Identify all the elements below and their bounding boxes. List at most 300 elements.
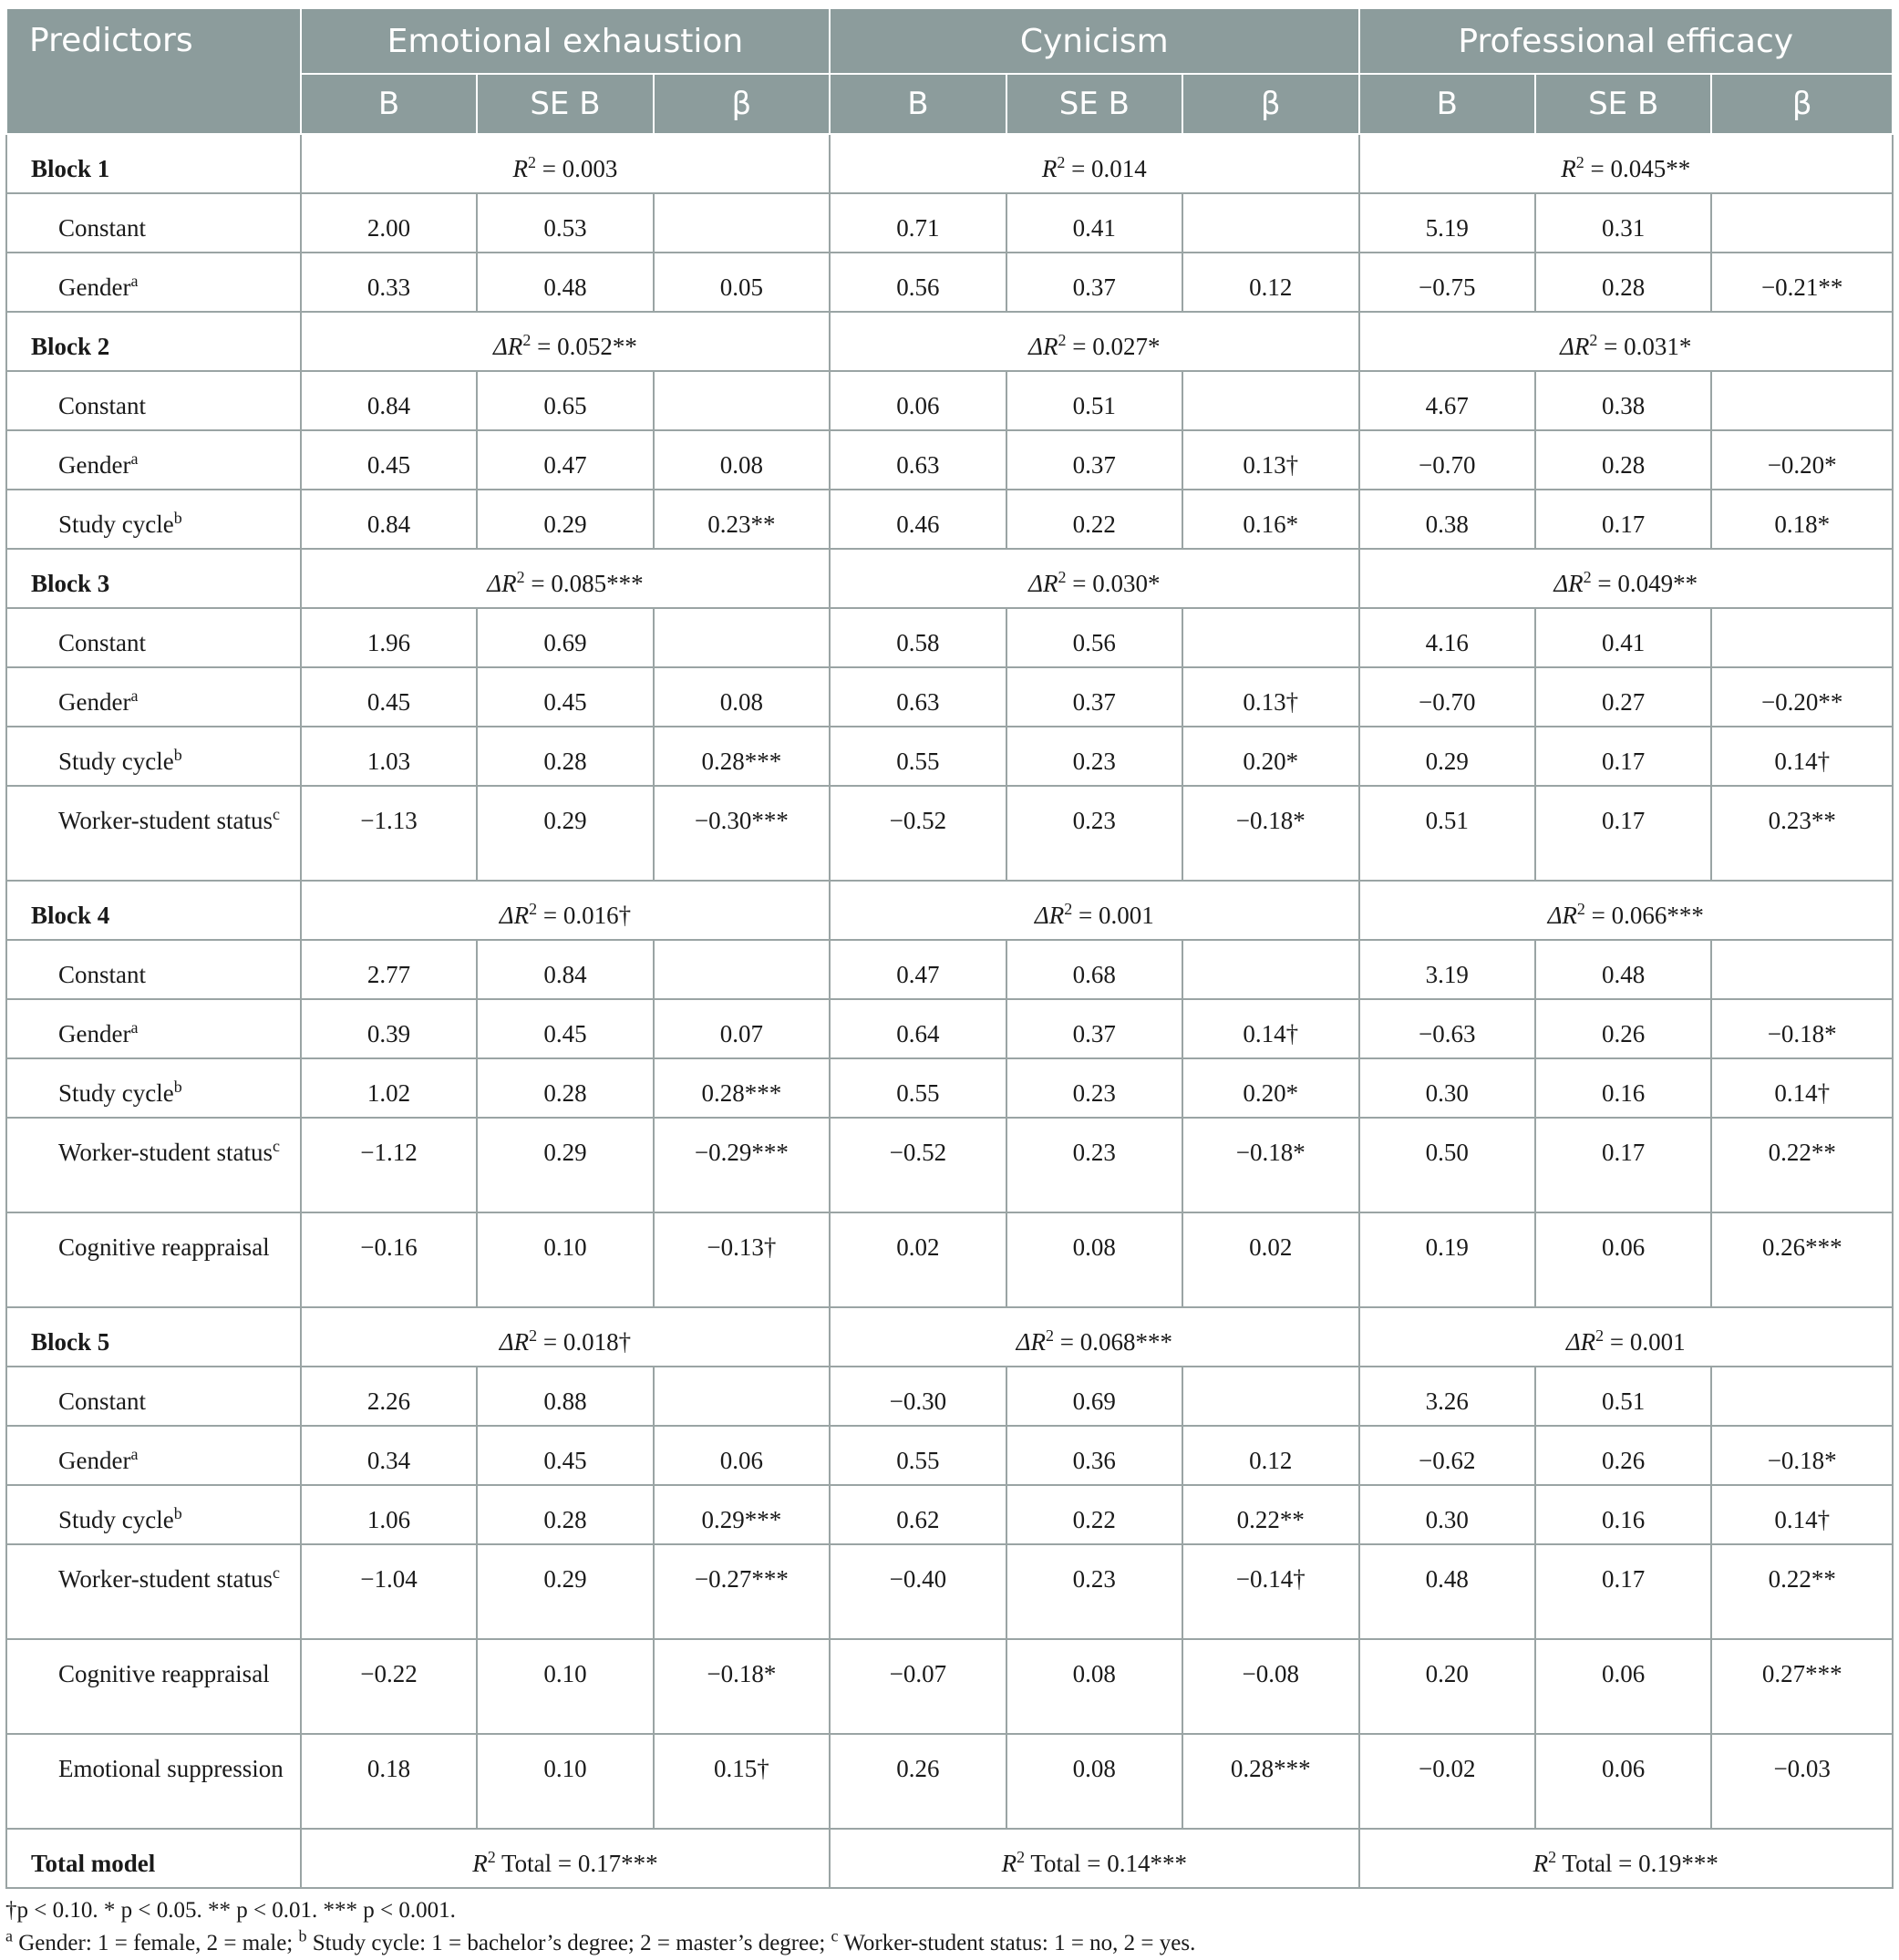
stat-value: = 0.085*** [524, 570, 644, 597]
cell-emotional-exhaustion-beta: 0.08 [654, 667, 830, 727]
cell-professional-efficacy-beta [1711, 940, 1893, 999]
cell-emotional-exhaustion-beta: 0.05 [654, 253, 830, 312]
table-row [6, 193, 1893, 253]
stat-emotional-exhaustion [301, 549, 830, 608]
cell-cynicism-b: 0.56 [830, 253, 1006, 312]
stat-value: = 0.052** [531, 333, 637, 360]
cell-professional-efficacy-se-b: 0.38 [1535, 371, 1711, 430]
cell-emotional-exhaustion-se-b: 0.53 [477, 193, 653, 253]
cell-emotional-exhaustion-beta: 0.08 [654, 430, 830, 490]
predictor-name [6, 1734, 301, 1829]
cell-cynicism-beta: 0.20* [1182, 1058, 1358, 1118]
cell-emotional-exhaustion-se-b: 0.29 [477, 1118, 653, 1212]
table-row [6, 999, 1893, 1058]
cell-cynicism-b: 0.63 [830, 430, 1006, 490]
predictor-name [6, 1426, 301, 1485]
stat-emotional-exhaustion [301, 881, 830, 940]
cell-cynicism-beta: −0.18* [1182, 1118, 1358, 1212]
cell-cynicism-b: −0.40 [830, 1544, 1006, 1639]
cell-emotional-exhaustion-beta [654, 1367, 830, 1426]
cell-emotional-exhaustion-b: 2.26 [301, 1367, 477, 1426]
predictor-name [6, 1485, 301, 1544]
cell-cynicism-b: 0.26 [830, 1734, 1006, 1829]
stat-professional-efficacy [1359, 881, 1894, 940]
cell-cynicism-se-b: 0.22 [1006, 490, 1182, 549]
predictor-footnote-mark: b [173, 746, 182, 764]
cell-cynicism-b: 0.47 [830, 940, 1006, 999]
cell-cynicism-b: 0.62 [830, 1485, 1006, 1544]
stat-superscript: 2 [1575, 153, 1584, 171]
block-label: Block 3 [6, 549, 301, 608]
cell-professional-efficacy-beta: −0.18* [1711, 999, 1893, 1058]
cell-professional-efficacy-se-b: 0.26 [1535, 1426, 1711, 1485]
cell-emotional-exhaustion-se-b: 0.28 [477, 1058, 653, 1118]
cell-emotional-exhaustion-se-b: 0.45 [477, 1426, 653, 1485]
predictor-label: Constant [58, 214, 147, 242]
header-group-cynicism: Cynicism [830, 8, 1358, 74]
cell-emotional-exhaustion-beta: 0.28*** [654, 727, 830, 786]
stat-symbol: ΔR [499, 902, 530, 929]
cell-cynicism-se-b: 0.69 [1006, 1367, 1182, 1426]
stat-cynicism [830, 1307, 1358, 1367]
predictor-label: Emotional suppression [58, 1755, 284, 1782]
stat-superscript: 2 [1576, 900, 1585, 918]
header-subcol-b: B [830, 74, 1006, 134]
cell-professional-efficacy-beta: 0.14† [1711, 1485, 1893, 1544]
table-row [6, 667, 1893, 727]
predictor-name [6, 608, 301, 667]
cell-cynicism-se-b: 0.41 [1006, 193, 1182, 253]
cell-professional-efficacy-se-b: 0.51 [1535, 1367, 1711, 1426]
table-row [6, 1212, 1893, 1307]
cell-cynicism-b: 0.06 [830, 371, 1006, 430]
table-row [6, 490, 1893, 549]
cell-emotional-exhaustion-se-b: 0.45 [477, 667, 653, 727]
footnote-mark: c [831, 1926, 839, 1945]
cell-emotional-exhaustion-b: −0.16 [301, 1212, 477, 1307]
stat-symbol: ΔR [1028, 570, 1058, 597]
cell-professional-efficacy-b: 0.29 [1359, 727, 1535, 786]
stat-professional-efficacy [1359, 1829, 1894, 1888]
cell-professional-efficacy-b: 3.26 [1359, 1367, 1535, 1426]
predictor-label: Gender [58, 273, 131, 301]
stat-value: = 0.030* [1066, 570, 1161, 597]
cell-cynicism-se-b: 0.37 [1006, 253, 1182, 312]
cell-emotional-exhaustion-se-b: 0.10 [477, 1734, 653, 1829]
predictor-name [6, 727, 301, 786]
table-row [6, 1118, 1893, 1212]
stat-cynicism [830, 549, 1358, 608]
footnote-mark: a [5, 1926, 13, 1945]
cell-emotional-exhaustion-se-b: 0.48 [477, 253, 653, 312]
cell-professional-efficacy-se-b: 0.17 [1535, 727, 1711, 786]
cell-cynicism-beta: 0.28*** [1182, 1734, 1358, 1829]
predictor-footnote-mark: a [130, 449, 139, 468]
predictor-label: Constant [58, 961, 147, 988]
cell-emotional-exhaustion-beta: 0.29*** [654, 1485, 830, 1544]
predictor-label: Gender [58, 688, 131, 716]
cell-emotional-exhaustion-beta: 0.06 [654, 1426, 830, 1485]
cell-professional-efficacy-b: 5.19 [1359, 193, 1535, 253]
stat-value: Total = 0.19*** [1556, 1850, 1718, 1877]
header-subcol-se-b: SE B [1535, 74, 1711, 134]
predictor-label: Gender [58, 1447, 131, 1474]
cell-cynicism-b: −0.52 [830, 786, 1006, 881]
cell-professional-efficacy-b: −0.02 [1359, 1734, 1535, 1829]
stat-value: = 0.068*** [1053, 1328, 1172, 1356]
cell-cynicism-beta: 0.16* [1182, 490, 1358, 549]
cell-cynicism-beta: 0.22** [1182, 1485, 1358, 1544]
footnote-text: Study cycle: 1 = bachelor’s degree; 2 = master’s degree; [306, 1931, 831, 1955]
cell-emotional-exhaustion-se-b: 0.28 [477, 1485, 653, 1544]
predictor-label: Cognitive reappraisal [58, 1233, 270, 1261]
cell-cynicism-se-b: 0.37 [1006, 430, 1182, 490]
regression-table-container [5, 7, 1894, 1960]
cell-professional-efficacy-b: 4.16 [1359, 608, 1535, 667]
cell-cynicism-b: 0.64 [830, 999, 1006, 1058]
cell-professional-efficacy-b: 0.19 [1359, 1212, 1535, 1307]
cell-professional-efficacy-b: 0.30 [1359, 1058, 1535, 1118]
table-row [6, 371, 1893, 430]
stat-value: = 0.001 [1604, 1328, 1686, 1356]
predictor-name [6, 193, 301, 253]
cell-professional-efficacy-beta: −0.03 [1711, 1734, 1893, 1829]
cell-emotional-exhaustion-b: 2.00 [301, 193, 477, 253]
cell-professional-efficacy-b: 0.30 [1359, 1485, 1535, 1544]
stat-emotional-exhaustion [301, 312, 830, 371]
table-row [6, 786, 1893, 881]
stat-professional-efficacy [1359, 549, 1894, 608]
cell-cynicism-beta [1182, 193, 1358, 253]
cell-emotional-exhaustion-b: 0.45 [301, 430, 477, 490]
predictor-footnote-mark: a [130, 272, 139, 290]
stat-superscript: 2 [529, 900, 538, 918]
stat-symbol: R [1041, 155, 1058, 182]
stat-symbol: ΔR [1034, 902, 1065, 929]
predictor-label: Gender [58, 1020, 131, 1047]
block-label: Block 4 [6, 881, 301, 940]
stat-value: = 0.049** [1591, 570, 1698, 597]
stat-superscript: 2 [1589, 331, 1598, 349]
block-label: Block 2 [6, 312, 301, 371]
block-row-5 [6, 1307, 1893, 1367]
cell-emotional-exhaustion-beta [654, 940, 830, 999]
cell-professional-efficacy-beta [1711, 1367, 1893, 1426]
stat-value: = 0.018† [537, 1328, 632, 1356]
predictor-footnote-mark: b [173, 1078, 182, 1096]
stat-emotional-exhaustion [301, 1307, 830, 1367]
block-row-2 [6, 312, 1893, 371]
cell-professional-efficacy-beta: −0.20** [1711, 667, 1893, 727]
cell-emotional-exhaustion-se-b: 0.69 [477, 608, 653, 667]
stat-cynicism [830, 134, 1358, 193]
footnote-mark: b [298, 1926, 307, 1945]
header-subcol-b: B [301, 74, 477, 134]
predictor-name [6, 253, 301, 312]
total-model-row [6, 1829, 1893, 1888]
cell-professional-efficacy-se-b: 0.28 [1535, 253, 1711, 312]
cell-professional-efficacy-beta: 0.23** [1711, 786, 1893, 881]
cell-professional-efficacy-beta: 0.18* [1711, 490, 1893, 549]
cell-cynicism-b: 0.63 [830, 667, 1006, 727]
cell-professional-efficacy-b: 3.19 [1359, 940, 1535, 999]
cell-cynicism-beta [1182, 1367, 1358, 1426]
cell-emotional-exhaustion-b: 0.39 [301, 999, 477, 1058]
cell-cynicism-beta: −0.08 [1182, 1639, 1358, 1734]
cell-professional-efficacy-b: −0.75 [1359, 253, 1535, 312]
cell-emotional-exhaustion-se-b: 0.29 [477, 1544, 653, 1639]
cell-emotional-exhaustion-se-b: 0.29 [477, 490, 653, 549]
cell-professional-efficacy-beta: 0.27*** [1711, 1639, 1893, 1734]
cell-cynicism-se-b: 0.23 [1006, 786, 1182, 881]
cell-cynicism-beta [1182, 371, 1358, 430]
stat-symbol: ΔR [1028, 333, 1058, 360]
predictor-footnote-mark: a [130, 1018, 139, 1037]
cell-cynicism-b: 0.55 [830, 1426, 1006, 1485]
predictor-name [6, 940, 301, 999]
cell-professional-efficacy-b: −0.70 [1359, 667, 1535, 727]
cell-emotional-exhaustion-se-b: 0.65 [477, 371, 653, 430]
stat-symbol: ΔR [499, 1328, 530, 1356]
table-row [6, 253, 1893, 312]
predictor-name [6, 1367, 301, 1426]
cell-cynicism-se-b: 0.22 [1006, 1485, 1182, 1544]
predictor-footnote-mark: b [173, 1504, 182, 1522]
cell-professional-efficacy-beta: 0.22** [1711, 1118, 1893, 1212]
cell-emotional-exhaustion-se-b: 0.10 [477, 1212, 653, 1307]
stat-symbol: R [1533, 1850, 1549, 1877]
stat-cynicism [830, 1829, 1358, 1888]
footnote-text: Worker-student status: 1 = no, 2 = yes. [838, 1931, 1196, 1955]
cell-cynicism-beta: 0.14† [1182, 999, 1358, 1058]
cell-cynicism-b: 0.71 [830, 193, 1006, 253]
cell-professional-efficacy-b: −0.62 [1359, 1426, 1535, 1485]
stat-professional-efficacy [1359, 312, 1894, 371]
cell-cynicism-beta: 0.02 [1182, 1212, 1358, 1307]
cell-professional-efficacy-b: 0.48 [1359, 1544, 1535, 1639]
cell-cynicism-beta: 0.13† [1182, 430, 1358, 490]
cell-professional-efficacy-se-b: 0.31 [1535, 193, 1711, 253]
block-label: Block 5 [6, 1307, 301, 1367]
predictor-label: Cognitive reappraisal [58, 1660, 270, 1687]
cell-professional-efficacy-se-b: 0.17 [1535, 1544, 1711, 1639]
cell-cynicism-se-b: 0.23 [1006, 727, 1182, 786]
cell-emotional-exhaustion-beta: 0.15† [654, 1734, 830, 1829]
table-row [6, 1058, 1893, 1118]
cell-emotional-exhaustion-b: 0.33 [301, 253, 477, 312]
predictor-label: Gender [58, 451, 131, 479]
footnote-text: Gender: 1 = female, 2 = male; [13, 1931, 299, 1955]
variable-coding-note [5, 1927, 1894, 1960]
stat-symbol: ΔR [1565, 1328, 1596, 1356]
predictor-footnote-mark: c [272, 1137, 280, 1155]
header-group-emotional-exhaustion: Emotional exhaustion [301, 8, 830, 74]
cell-professional-efficacy-se-b: 0.41 [1535, 608, 1711, 667]
stat-superscript: 2 [1045, 1326, 1054, 1345]
cell-cynicism-se-b: 0.08 [1006, 1212, 1182, 1307]
cell-emotional-exhaustion-beta: −0.13† [654, 1212, 830, 1307]
cell-cynicism-beta: −0.14† [1182, 1544, 1358, 1639]
stat-emotional-exhaustion [301, 1829, 830, 1888]
cell-emotional-exhaustion-beta [654, 193, 830, 253]
header-subcol-se-b: SE B [477, 74, 653, 134]
cell-emotional-exhaustion-se-b: 0.88 [477, 1367, 653, 1426]
header-subcol-se-b: SE B [1006, 74, 1182, 134]
cell-emotional-exhaustion-b: 0.18 [301, 1734, 477, 1829]
table-row [6, 1639, 1893, 1734]
cell-emotional-exhaustion-se-b: 0.45 [477, 999, 653, 1058]
stat-value: = 0.014 [1065, 155, 1147, 182]
table-notes [5, 1894, 1894, 1960]
cell-cynicism-beta: 0.12 [1182, 1426, 1358, 1485]
predictor-label: Worker-student status [58, 1139, 273, 1166]
header-subcol-beta: β [1711, 74, 1893, 134]
cell-cynicism-beta [1182, 608, 1358, 667]
cell-cynicism-beta: 0.13† [1182, 667, 1358, 727]
cell-professional-efficacy-se-b: 0.26 [1535, 999, 1711, 1058]
stat-value: = 0.001 [1072, 902, 1154, 929]
stat-superscript: 2 [1017, 1848, 1026, 1866]
stat-superscript: 2 [1548, 1848, 1557, 1866]
stat-superscript: 2 [516, 568, 525, 586]
block-label: Total model [6, 1829, 301, 1888]
stat-superscript: 2 [1595, 1326, 1605, 1345]
stat-symbol: ΔR [487, 570, 517, 597]
cell-professional-efficacy-se-b: 0.17 [1535, 786, 1711, 881]
cell-emotional-exhaustion-b: 1.02 [301, 1058, 477, 1118]
cell-professional-efficacy-beta: 0.14† [1711, 1058, 1893, 1118]
cell-emotional-exhaustion-b: −1.12 [301, 1118, 477, 1212]
stat-superscript: 2 [1058, 568, 1067, 586]
stat-symbol: ΔR [493, 333, 523, 360]
cell-cynicism-beta [1182, 940, 1358, 999]
predictor-label: Worker-student status [58, 807, 273, 834]
cell-professional-efficacy-b: 0.51 [1359, 786, 1535, 881]
block-label: Block 1 [6, 134, 301, 193]
predictor-name [6, 430, 301, 490]
cell-professional-efficacy-se-b: 0.48 [1535, 940, 1711, 999]
table-row [6, 1367, 1893, 1426]
stat-symbol: ΔR [1560, 333, 1590, 360]
stat-symbol: R [1561, 155, 1576, 182]
cell-emotional-exhaustion-b: 0.34 [301, 1426, 477, 1485]
cell-cynicism-se-b: 0.23 [1006, 1118, 1182, 1212]
table-row [6, 727, 1893, 786]
cell-cynicism-b: −0.07 [830, 1639, 1006, 1734]
cell-cynicism-se-b: 0.68 [1006, 940, 1182, 999]
cell-professional-efficacy-beta: 0.22** [1711, 1544, 1893, 1639]
predictor-name [6, 1058, 301, 1118]
predictor-label: Worker-student status [58, 1565, 273, 1593]
predictor-name [6, 1212, 301, 1307]
cell-emotional-exhaustion-beta: −0.18* [654, 1639, 830, 1734]
table-row [6, 1734, 1893, 1829]
cell-professional-efficacy-b: 4.67 [1359, 371, 1535, 430]
cell-emotional-exhaustion-se-b: 0.84 [477, 940, 653, 999]
predictor-name [6, 667, 301, 727]
cell-cynicism-b: 0.55 [830, 1058, 1006, 1118]
stat-value: = 0.031* [1597, 333, 1692, 360]
header-subcol-beta: β [1182, 74, 1358, 134]
cell-emotional-exhaustion-se-b: 0.10 [477, 1639, 653, 1734]
cell-professional-efficacy-beta: 0.26*** [1711, 1212, 1893, 1307]
stat-superscript: 2 [1064, 900, 1073, 918]
cell-professional-efficacy-beta [1711, 371, 1893, 430]
cell-cynicism-b: −0.52 [830, 1118, 1006, 1212]
cell-professional-efficacy-b: −0.70 [1359, 430, 1535, 490]
predictor-label: Constant [58, 629, 147, 656]
stat-symbol: R [512, 155, 528, 182]
stat-symbol: R [1001, 1850, 1017, 1877]
cell-cynicism-beta: 0.20* [1182, 727, 1358, 786]
cell-emotional-exhaustion-se-b: 0.28 [477, 727, 653, 786]
cell-emotional-exhaustion-beta: −0.27*** [654, 1544, 830, 1639]
cell-emotional-exhaustion-beta [654, 608, 830, 667]
cell-cynicism-b: 0.46 [830, 490, 1006, 549]
cell-cynicism-se-b: 0.56 [1006, 608, 1182, 667]
table-row [6, 1544, 1893, 1639]
cell-professional-efficacy-se-b: 0.06 [1535, 1639, 1711, 1734]
header-subcol-beta: β [654, 74, 830, 134]
cell-cynicism-se-b: 0.23 [1006, 1544, 1182, 1639]
cell-emotional-exhaustion-beta: −0.30*** [654, 786, 830, 881]
stat-professional-efficacy [1359, 1307, 1894, 1367]
cell-professional-efficacy-se-b: 0.17 [1535, 1118, 1711, 1212]
cell-professional-efficacy-b: −0.63 [1359, 999, 1535, 1058]
cell-emotional-exhaustion-beta [654, 371, 830, 430]
stat-superscript: 2 [529, 1326, 538, 1345]
cell-professional-efficacy-se-b: 0.17 [1535, 490, 1711, 549]
cell-professional-efficacy-b: 0.20 [1359, 1639, 1535, 1734]
stat-value: Total = 0.17*** [495, 1850, 658, 1877]
cell-emotional-exhaustion-b: 2.77 [301, 940, 477, 999]
cell-emotional-exhaustion-beta: −0.29*** [654, 1118, 830, 1212]
predictor-name [6, 999, 301, 1058]
predictor-name [6, 1639, 301, 1734]
stat-symbol: R [472, 1850, 488, 1877]
cell-emotional-exhaustion-b: −1.04 [301, 1544, 477, 1639]
block-row-4 [6, 881, 1893, 940]
block-row-1 [6, 134, 1893, 193]
cell-professional-efficacy-se-b: 0.28 [1535, 430, 1711, 490]
cell-professional-efficacy-b: 0.38 [1359, 490, 1535, 549]
stat-value: = 0.027* [1066, 333, 1161, 360]
stat-cynicism [830, 881, 1358, 940]
cell-professional-efficacy-se-b: 0.06 [1535, 1734, 1711, 1829]
predictor-footnote-mark: c [272, 805, 280, 823]
cell-professional-efficacy-se-b: 0.16 [1535, 1485, 1711, 1544]
predictor-name [6, 490, 301, 549]
cell-cynicism-se-b: 0.36 [1006, 1426, 1182, 1485]
cell-cynicism-se-b: 0.37 [1006, 999, 1182, 1058]
cell-cynicism-se-b: 0.08 [1006, 1734, 1182, 1829]
stat-cynicism [830, 312, 1358, 371]
cell-emotional-exhaustion-b: 0.84 [301, 371, 477, 430]
table-row [6, 608, 1893, 667]
cell-professional-efficacy-se-b: 0.27 [1535, 667, 1711, 727]
cell-professional-efficacy-beta: −0.21** [1711, 253, 1893, 312]
cell-emotional-exhaustion-b: 0.84 [301, 490, 477, 549]
predictor-label: Constant [58, 392, 147, 419]
stat-superscript: 2 [527, 153, 536, 171]
cell-professional-efficacy-b: 0.50 [1359, 1118, 1535, 1212]
table-row [6, 940, 1893, 999]
stat-symbol: ΔR [1553, 570, 1584, 597]
stat-symbol: ΔR [1016, 1328, 1046, 1356]
table-row [6, 430, 1893, 490]
header-subcol-b: B [1359, 74, 1535, 134]
cell-cynicism-beta: −0.18* [1182, 786, 1358, 881]
